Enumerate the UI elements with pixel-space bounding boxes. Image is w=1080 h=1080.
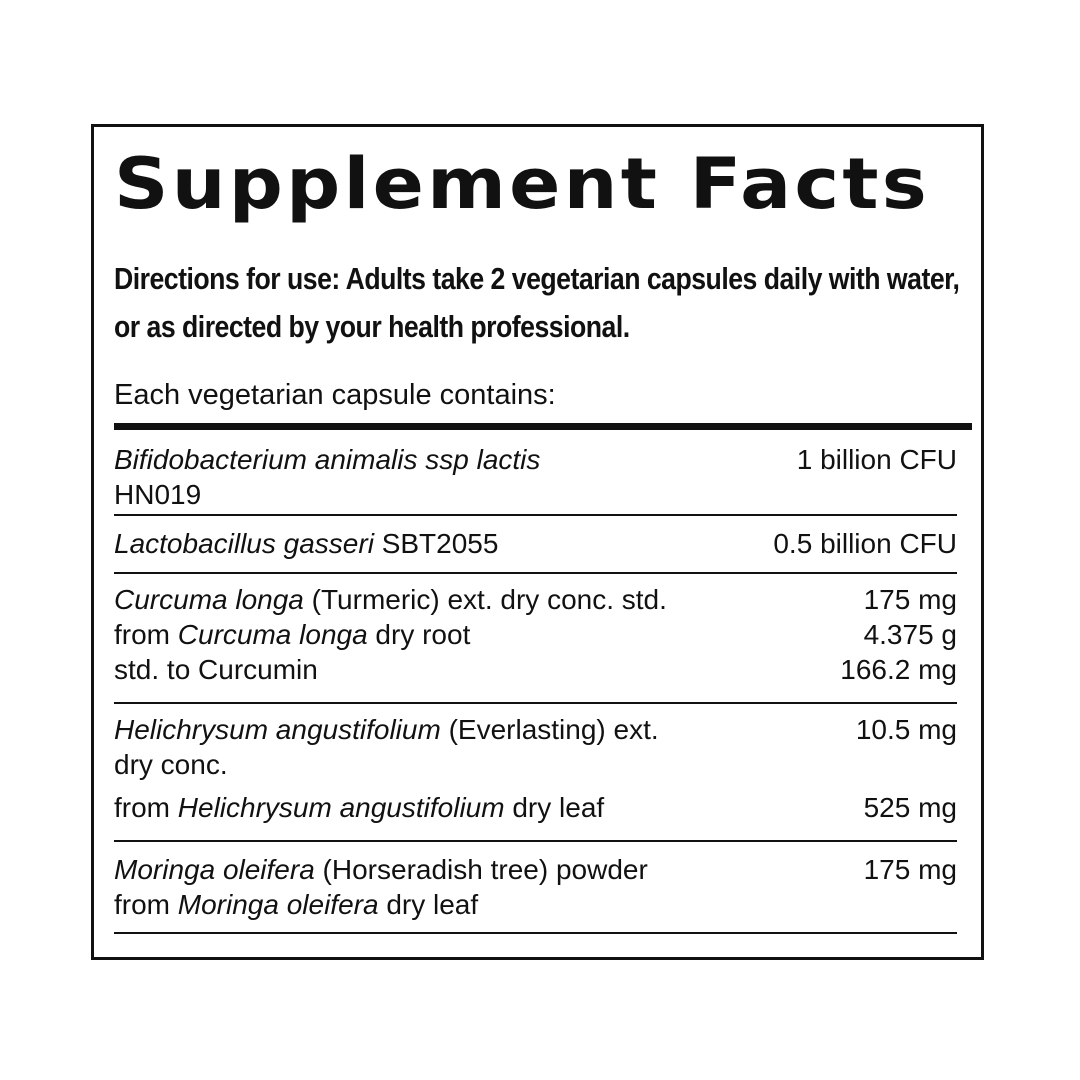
ingredient-line — [114, 747, 957, 782]
ingredient-detail: (Turmeric) ext. dry conc. std. — [303, 584, 667, 615]
panel-title: Supplement Facts — [114, 143, 931, 225]
ingredient-strain: HN019 — [114, 479, 202, 510]
ingredient-name: Lactobacillus gasseri — [114, 528, 374, 559]
ingredient-detail: dry root — [367, 619, 471, 650]
ingredient-line — [114, 582, 957, 617]
ingredient-amount: 4.375 g — [863, 619, 957, 650]
ingredient-line — [114, 852, 957, 887]
ingredient-row — [114, 516, 957, 574]
ingredient-prefix: from — [114, 792, 178, 823]
ingredient-line — [114, 790, 957, 825]
ingredient-amount: 175 mg — [863, 854, 957, 885]
ingredient-detail: (Horseradish tree) powder — [314, 854, 648, 885]
ingredient-line — [114, 442, 957, 477]
ingredient-strain: SBT2055 — [373, 528, 499, 559]
ingredient-amount: 166.2 mg — [840, 654, 957, 685]
ingredient-source: Moringa oleifera — [177, 889, 379, 920]
ingredient-line — [114, 477, 957, 512]
ingredient-line — [114, 526, 957, 561]
ingredient-amount: 0.5 billion CFU — [773, 528, 957, 559]
ingredient-detail: dry conc. — [114, 749, 228, 780]
ingredient-table — [114, 430, 957, 934]
ingredient-row — [114, 574, 957, 704]
ingredient-name: Helichrysum angustifolium — [114, 714, 441, 745]
ingredient-detail: dry leaf — [378, 889, 479, 920]
ingredient-name: Moringa oleifera — [114, 854, 315, 885]
ingredient-line — [114, 887, 957, 922]
ingredient-prefix: from — [114, 619, 178, 650]
ingredient-line — [114, 652, 957, 687]
ingredient-row — [114, 704, 957, 842]
ingredient-detail: dry leaf — [504, 792, 605, 823]
ingredient-amount: 525 mg — [863, 792, 957, 823]
ingredient-line — [114, 617, 957, 652]
ingredient-source: Curcuma longa — [177, 619, 368, 650]
ingredient-name: Bifidobacterium animalis ssp lactis — [114, 444, 541, 475]
ingredient-detail: std. to Curcumin — [114, 654, 318, 685]
directions-text: Directions for use: Adults take 2 vegetarian capsules daily with water, or as directed by your health professional. — [114, 261, 960, 344]
ingredient-row — [114, 842, 957, 934]
supplement-facts-panel — [91, 124, 984, 960]
ingredient-amount: 10.5 mg — [855, 714, 957, 745]
ingredient-detail: (Everlasting) ext. — [440, 714, 659, 745]
ingredient-amount: 175 mg — [863, 584, 957, 615]
ingredient-line — [114, 712, 957, 747]
ingredient-source: Helichrysum angustifolium — [177, 792, 505, 823]
ingredient-row — [114, 430, 957, 516]
heavy-divider — [114, 423, 972, 430]
ingredient-prefix: from — [114, 889, 178, 920]
serving-intro: Each vegetarian capsule contains: — [114, 379, 556, 411]
ingredient-name: Curcuma longa — [114, 584, 304, 615]
ingredient-amount: 1 billion CFU — [796, 444, 957, 475]
